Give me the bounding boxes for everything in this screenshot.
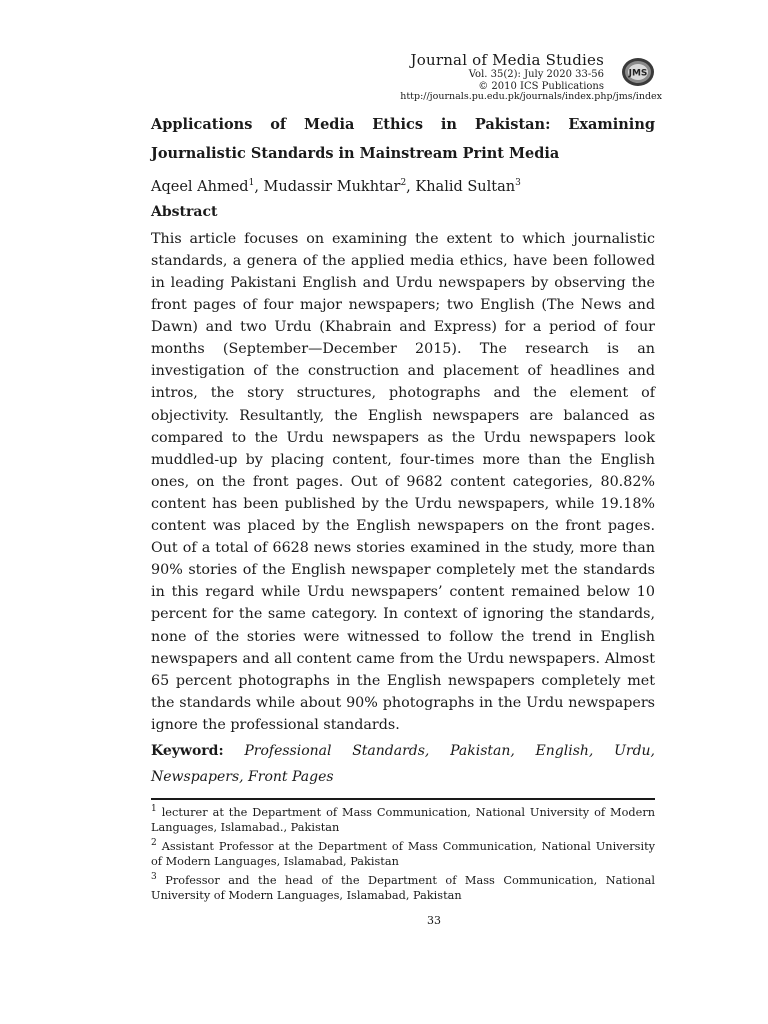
author-name: Khalid Sultan bbox=[415, 178, 516, 195]
journal-logo bbox=[621, 57, 655, 87]
footnote-marker: 3 bbox=[151, 871, 157, 882]
logo-text: JMS bbox=[628, 68, 648, 79]
abstract-heading: Abstract bbox=[151, 203, 218, 220]
copyright-notice: © 2010 ICS Publications bbox=[478, 80, 604, 92]
title-line-1: Applications of Media Ethics in Pakistan: Examining bbox=[151, 116, 655, 133]
article-title bbox=[151, 110, 655, 168]
keywords bbox=[151, 738, 655, 790]
footnote-divider bbox=[151, 798, 655, 800]
author-affiliation-marker: 2 bbox=[400, 178, 407, 188]
footnote-2 bbox=[151, 836, 655, 870]
author-list: Aqeel Ahmed$^1$, Mudassir Mukhtar$^2$, Khalid Sultan$^3$ bbox=[151, 178, 521, 195]
keywords-label: Keyword: bbox=[151, 742, 224, 759]
abstract-body: This article focuses on examining the extent to which journalistic standards, a genera of the applied media ethics, have been followed in leading Pakistani English and Urdu newspapers by observing the front pages of four major newspapers; two English (The News and Dawn) and two Urdu (Khabrain and Express) for a period of four months (September—December 2015). The research is an investigation of the construction and placement of headlines and intros, the story structures, photographs and the element of objectivity. Resultantly, the English newspapers are balanced as compared to the Urdu newspapers as the Urdu newspapers look muddled-up by placing content, four-times more than the English ones, on the front pages. Out of 9682 content categories, 80.82% content has been published by the Urdu newspapers, while 19.18% content was placed by the English newspapers on the front pages. Out of a total of 6628 news stories examined in the study, more than 90% stories of the English newspaper completely met the standards in this regard while Urdu newspapers’ content remained below 10 percent for the same category. In context of ignoring the standards, none of the stories were witnessed to follow the trend in English newspapers and all content came from the Urdu newspapers. Almost 65 percent photographs in the English newspapers completely met the standards while about 90% photographs in the Urdu newspapers ignore the professional standards. bbox=[151, 230, 655, 733]
footnote-marker: 2 bbox=[151, 837, 157, 848]
footnote-text: lecturer at the Department of Mass Communication, National University of Modern Languages, Islamabad., Pakistan bbox=[151, 805, 655, 835]
page-number: 33 bbox=[427, 914, 441, 927]
journal-header bbox=[400, 51, 662, 103]
title-line-2: Journalistic Standards in Mainstream Print Media bbox=[151, 145, 560, 162]
author-affiliation-marker: 1 bbox=[248, 178, 255, 188]
author-name: Mudassir Mukhtar bbox=[263, 178, 401, 195]
footnote-1 bbox=[151, 802, 655, 836]
footnote-text: Assistant Professor at the Department of Mass Communication, National University of Modern Languages, Islamabad, Pakistan bbox=[151, 839, 655, 869]
author-affiliation-marker: 3 bbox=[515, 178, 521, 188]
footnote-marker: 1 bbox=[151, 803, 157, 814]
volume-info: Vol. 35(2): July 2020 33-56 bbox=[468, 69, 604, 81]
article-content bbox=[151, 110, 655, 903]
footnote-text: Professor and the head of the Department of Mass Communication, National University of Modern Languages, Islamabad, Pakistan bbox=[151, 873, 655, 902]
journal-name: Journal of Media Studies bbox=[410, 51, 604, 69]
journal-url: http://journals.pu.edu.pk/journals/index.php/jms/index bbox=[400, 91, 662, 103]
footnotes bbox=[151, 802, 655, 903]
footnote-3 bbox=[151, 870, 655, 904]
author-name: Aqeel Ahmed bbox=[151, 178, 249, 195]
keywords-list: Professional Standards, Pakistan, English, Urdu, Newspapers, Front Pages bbox=[151, 742, 655, 785]
